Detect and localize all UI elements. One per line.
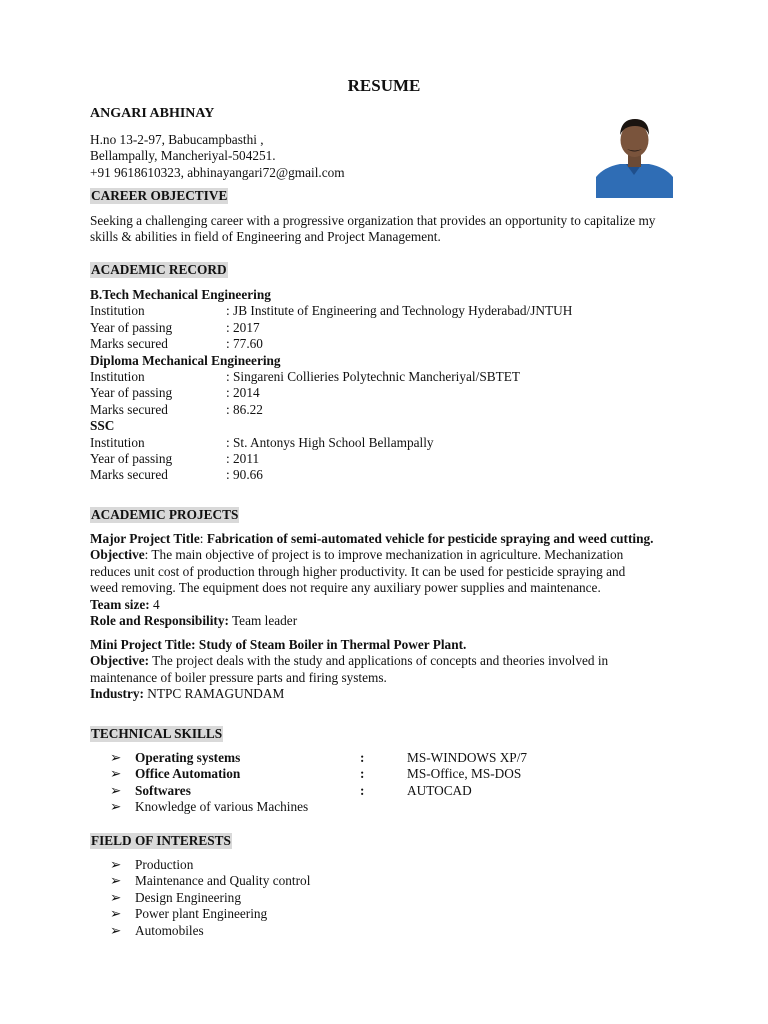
arrow-bullet-icon: ➢ (110, 873, 122, 889)
record-row (90, 402, 690, 418)
field-of-interests-heading: FIELD OF INTERESTS (91, 833, 231, 848)
objective-line: skills & abilities in field of Engineering and Project Management. (90, 229, 441, 245)
academic-record-list (90, 287, 690, 484)
skill-extra: Knowledge of various Machines (135, 799, 309, 815)
mini-objective-label: Objective: (90, 653, 150, 669)
skill-colon: : (360, 750, 365, 765)
role (90, 613, 710, 629)
skill-colon: : (360, 782, 365, 798)
arrow-bullet-icon: ➢ (110, 857, 122, 872)
industry (90, 686, 710, 702)
record-row (90, 336, 690, 352)
record-row (90, 467, 690, 483)
degree-title: B.Tech Mechanical Engineering (90, 287, 271, 302)
record-label: Institution (90, 368, 145, 384)
skill-value: MS-Office, MS-DOS (407, 766, 522, 782)
interest-label: Automobiles (135, 922, 204, 938)
major-objective-line: reduces unit cost of production through higher productivity. It can be used for pesticide spraying and (90, 563, 626, 579)
record-label: Institution (90, 434, 145, 450)
arrow-bullet-icon: ➢ (110, 889, 122, 905)
major-objective-line: weed removing. The equipment does not require any auxiliary power supplies and maintenance. (90, 580, 601, 596)
degree-title: Diploma Mechanical Engineering (90, 352, 281, 368)
record-label: Year of passing (90, 450, 173, 466)
skill-label: Softwares (135, 782, 191, 798)
interest-item (0, 857, 768, 873)
team-size-value: 4 (149, 596, 160, 612)
address-line: Bellampally, Mancheriyal-504251. (90, 148, 276, 164)
arrow-bullet-icon: ➢ (110, 799, 122, 815)
major-project-title: Major Project Title: Fabrication of semi-automated vehicle for pesticide spraying and weed cutting. (90, 531, 654, 546)
record-value: : 2017 (226, 319, 260, 335)
candidate-name: ANGARI ABHINAY (90, 106, 215, 121)
record-row (90, 435, 690, 451)
interest-label: Production (135, 857, 194, 872)
record-label: Year of passing (90, 385, 173, 401)
arrow-bullet-icon: ➢ (110, 906, 122, 922)
resume-title: RESUME (347, 76, 421, 95)
record-row (90, 385, 690, 401)
profile-photo (596, 107, 673, 198)
record-label: Institution (90, 303, 145, 319)
role-value: Team leader (228, 612, 298, 628)
record-value: : JB Institute of Engineering and Technology Hyderabad/JNTUH (226, 303, 573, 319)
mini-objective-text: The project deals with the study and applications of concepts and theories involved in (149, 653, 609, 669)
industry-value: NTPC RAMAGUNDAM (143, 686, 285, 702)
team-size-label: Team size: (90, 596, 150, 612)
arrow-bullet-icon: ➢ (110, 922, 122, 938)
objective-line: Seeking a challenging career with a progressive organization that provides an opportunity to capitalize my (90, 213, 656, 228)
skill-label: Office Automation (135, 766, 241, 782)
interests-list (0, 857, 768, 939)
record-label: Marks secured (90, 336, 168, 352)
interest-item (0, 890, 768, 906)
skill-item (0, 766, 768, 782)
major-title-value: Fabrication of semi-automated vehicle for pesticide spraying and weed cutting. (206, 531, 654, 546)
contact-line: +91 9618610323, abhinayangari72@gmail.com (90, 164, 345, 180)
degree-title: SSC (90, 418, 115, 434)
arrow-bullet-icon: ➢ (110, 766, 122, 782)
record-value: : 2011 (226, 450, 260, 466)
major-project (90, 531, 710, 629)
record-value: : 77.60 (226, 336, 263, 352)
major-title-label: Major Project Title (90, 531, 200, 546)
record-value: : 86.22 (226, 401, 263, 417)
technical-skills-list (0, 750, 768, 816)
interest-label: Maintenance and Quality control (135, 873, 311, 889)
skill-value: AUTOCAD (407, 782, 472, 798)
skill-value: MS-WINDOWS XP/7 (407, 750, 528, 765)
mini-objective-line: maintenance of boiler pressure parts and firing systems. (90, 669, 387, 685)
record-label: Year of passing (90, 319, 173, 335)
record-value: : 90.66 (226, 467, 263, 483)
record-label: Marks secured (90, 467, 168, 483)
interest-item (0, 906, 768, 922)
mini-objective-line (90, 653, 710, 669)
record-value: : Singareni Collieries Polytechnic Mancheriyal/SBTET (226, 368, 520, 384)
mini-project (90, 637, 710, 703)
academic-projects-heading: ACADEMIC PROJECTS (91, 507, 239, 522)
record-row (90, 451, 690, 467)
academic-record-heading: ACADEMIC RECORD (91, 262, 227, 277)
record-row (90, 303, 690, 319)
role-label: Role and Responsibility: (90, 612, 229, 628)
major-objective-line (90, 547, 710, 563)
technical-skills-heading: TECHNICAL SKILLS (91, 726, 223, 741)
major-objective-text: : The main objective of project is to improve mechanization in agriculture. Mechanization (144, 547, 624, 563)
industry-label: Industry: (90, 686, 144, 702)
record-row (90, 320, 690, 336)
interest-item (0, 923, 768, 939)
major-objective-label: Objective (90, 547, 145, 563)
career-objective-text (90, 213, 690, 246)
career-objective-heading: CAREER OBJECTIVE (91, 188, 228, 203)
skill-item (0, 750, 768, 766)
skill-label: Operating systems (135, 750, 241, 765)
skill-item (0, 783, 768, 799)
interest-label: Design Engineering (135, 889, 241, 905)
arrow-bullet-icon: ➢ (110, 750, 122, 765)
team-size (90, 597, 710, 613)
interest-label: Power plant Engineering (135, 906, 268, 922)
record-row (90, 369, 690, 385)
record-value: : 2014 (226, 385, 260, 401)
skill-item (0, 799, 768, 815)
address-block (90, 132, 345, 181)
interest-item (0, 873, 768, 889)
skill-colon: : (360, 766, 365, 782)
record-value: : St. Antonys High School Bellampally (226, 434, 434, 450)
record-label: Marks secured (90, 401, 168, 417)
arrow-bullet-icon: ➢ (110, 782, 122, 798)
mini-project-title: Mini Project Title: Study of Steam Boiler in Thermal Power Plant. (90, 637, 467, 652)
address-line: H.no 13-2-97, Babucampbasthi , (90, 132, 264, 147)
